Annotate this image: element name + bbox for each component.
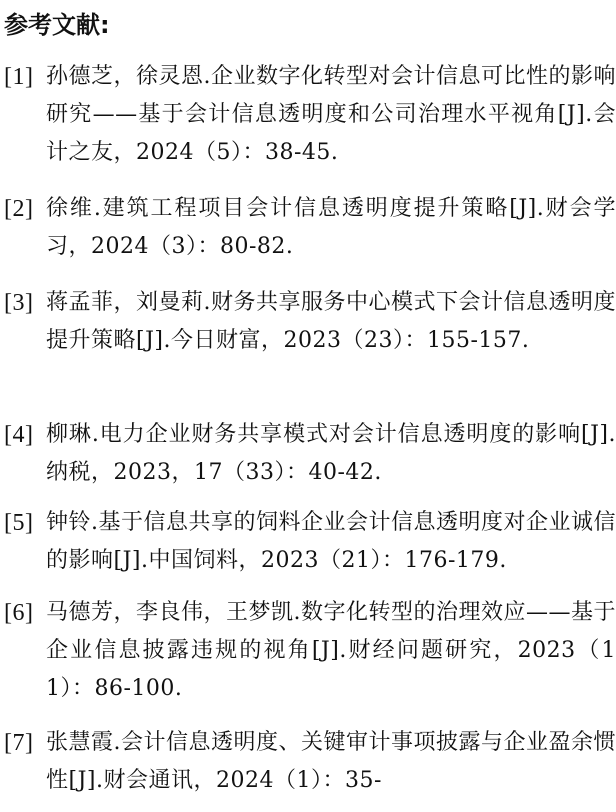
reference-number: [7]: [4, 730, 34, 756]
reference-text: 钟铃.基于信息共享的饲料企业会计信息透明度对企业诚信的影响[J].中国饲料，2023（21）：176-179.: [46, 510, 616, 573]
reference-text: 蒋孟菲，刘曼莉.财务共享服务中心模式下会计信息透明度提升策略[J].今日财富，2023（23）：155-157.: [46, 290, 616, 353]
reference-item-2: [0, 190, 616, 266]
reference-text: 孙德芝，徐灵恩.企业数字化转型对会计信息可比性的影响研究——基于会计信息透明度和公司治理水平视角[J].会计之友，2024（5）：38-45.: [46, 64, 616, 165]
references-heading: 参考文献:: [4, 11, 110, 39]
reference-text: 张慧霞.会计信息透明度、关键审计事项披露与企业盈余惯性[J].财会通讯，2024（1）：35-: [46, 730, 616, 793]
reference-item-4: [0, 416, 616, 492]
reference-number: [6]: [4, 600, 34, 626]
reference-item-6: [0, 594, 616, 708]
reference-number: [5]: [4, 510, 34, 536]
reference-text: 柳琳.电力企业财务共享模式对会计信息透明度的影响[J].纳税，2023，17（33）：40-42.: [46, 422, 616, 485]
reference-number: [1]: [4, 64, 34, 90]
reference-number: [2]: [4, 196, 34, 222]
reference-number: [4]: [4, 422, 34, 448]
reference-item-1: [0, 58, 616, 172]
reference-item-3: [0, 284, 616, 360]
reference-text: 徐维.建筑工程项目会计信息透明度提升策略[J].财会学习，2024（3）：80-82.: [46, 196, 616, 259]
reference-item-7: [0, 724, 616, 800]
reference-text: 马德芳，李良伟，王梦凯.数字化转型的治理效应——基于企业信息披露违规的视角[J].财经问题研究，2023（11）：86-100.: [46, 600, 616, 701]
reference-number: [3]: [4, 290, 34, 316]
reference-item-5: [0, 504, 616, 580]
